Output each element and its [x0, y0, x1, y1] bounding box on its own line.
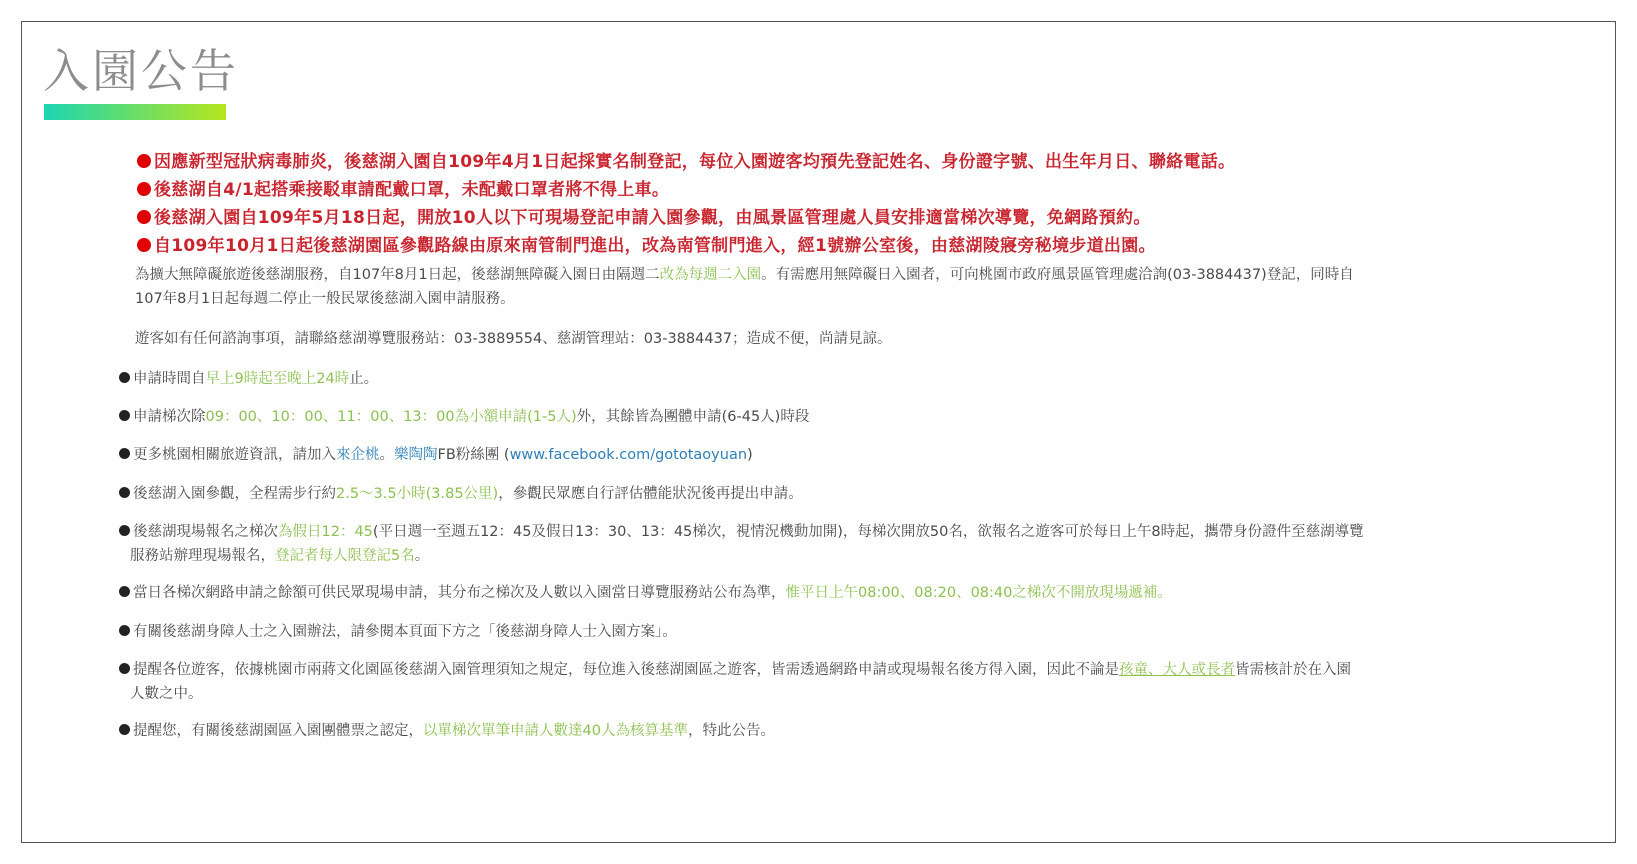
highlight-text: 09：00、10：00、11：00、13：00為小額申請(1-5人) — [205, 409, 577, 425]
highlight-text: 為假日12：45 — [278, 524, 373, 540]
bullet-text: 服務站辦理現場報名， — [130, 548, 275, 564]
bullet-text: 皆需核計於在入園 — [1235, 662, 1351, 678]
bullet-remaining-quota — [119, 581, 1599, 605]
children-adults-elders-link[interactable]: 孩童、大人或長者 — [1119, 662, 1235, 678]
bullet-application-hours — [119, 367, 1599, 391]
contact-paragraph: 遊客如有任何諮詢事項，請聯絡慈湖導覽服務站：03-3889554、慈湖管理站：03-3884437；造成不便，尚請見諒。 — [135, 331, 892, 347]
bullet-session-times — [119, 405, 1599, 429]
bullet-text: 人數之中。 — [130, 686, 203, 702]
bullet-text: 後慈湖入園參觀，全程需步行約 — [133, 486, 336, 502]
bullet-text: 提醒各位遊客，依據桃園市兩蔣文化園區後慈湖入園管理須知之規定，每位進入後慈湖園區之遊客，皆需透過網路申請或現場報名後方得入園，因此不論是 — [133, 662, 1119, 678]
highlight-text: 改為每週二入園 — [659, 267, 762, 283]
bullet-dot-icon — [119, 410, 130, 421]
paragraph-text: 為擴大無障礙旅遊後慈湖服務，自107年8月1日起，後慈湖無障礙入園日由隔週二 — [135, 267, 660, 283]
bullet-onsite-registration — [119, 520, 1599, 568]
red-bullet-icon — [137, 182, 151, 196]
bullet-dot-icon — [119, 448, 130, 459]
bullet-text: FB粉絲團 ( — [437, 447, 510, 463]
bullet-walking-distance — [119, 482, 1599, 506]
red-notice — [137, 176, 1597, 204]
red-notice-text: 因應新型冠狀病毒肺炎，後慈湖入園自109年4月1日起採實名制登記，每位入園遊客均預先登記姓名、身份證字號、出生年月日、聯絡電話。 — [154, 152, 1236, 172]
bullet-text: 提醒您，有關後慈湖園區入園團體票之認定， — [133, 723, 423, 739]
bullet-text: 。 — [379, 447, 394, 463]
red-notice — [137, 148, 1597, 176]
bullet-text: 更多桃園相關旅遊資訊，請加入 — [133, 447, 336, 463]
paragraph-text: 。有需應用無障礙日入園者，可向桃園市政府風景區管理處洽詢(03-3884437)登記，同時自 — [761, 267, 1354, 283]
bullet-dot-icon — [119, 586, 130, 597]
bullet-text: 外，其餘皆為團體申請(6-45人)時段 — [576, 409, 810, 425]
red-notice-text: 後慈湖自4/1起搭乘接駁車請配戴口罩，未配戴口罩者將不得上車。 — [154, 180, 670, 200]
accessibility-paragraph — [135, 263, 1615, 311]
red-bullet-icon — [137, 210, 151, 224]
bullet-text: ，特此公告。 — [687, 723, 775, 739]
bullet-text: 。 — [414, 548, 430, 564]
red-notices — [137, 148, 1597, 260]
bullet-disabled-access — [119, 620, 1599, 644]
bullet-dot-icon — [119, 525, 130, 536]
red-bullet-icon — [137, 238, 151, 252]
bullet-text: 當日各梯次網路申請之餘額可供民眾現場申請，其分布之梯次及人數以入園當日導覽服務站公布為準， — [133, 585, 786, 601]
red-notice-text: 自109年10月1日起後慈湖園區參觀路線由原來南管制門進出，改為南管制門進入，經1號辦公室後，由慈湖陵寢旁秘境步道出園。 — [154, 236, 1156, 256]
facebook-link[interactable]: www.facebook.com/gototaoyuan — [509, 447, 748, 463]
highlight-text: 惟平日上午08:00、08:20、08:40之梯次不開放現場遞補 — [785, 585, 1158, 601]
red-notice — [137, 232, 1597, 260]
highlight-text: 。 — [1157, 585, 1172, 601]
bullet-text: (平日週一至週五12：45及假日13：30、13：45梯次，視情況機動加開)，每梯次開放50名，欲報名之遊客可於每日上午8時起，攜帶身份證件至慈湖導覽 — [372, 524, 1364, 540]
highlight-text: 以單梯次單筆申請人數達40人為核算基準 — [423, 723, 688, 739]
bullet-text: ) — [747, 447, 753, 463]
letaotao-link[interactable]: 樂陶陶 — [394, 447, 438, 463]
bullet-dot-icon — [119, 663, 130, 674]
bullet-dot-icon — [119, 625, 130, 636]
bullet-text: 申請梯次除 — [133, 409, 206, 425]
highlight-text: 早上9時起至晚上24時 — [205, 371, 350, 387]
laiqitao-link[interactable]: 來企桃 — [336, 447, 380, 463]
bullet-entry-rules — [119, 658, 1599, 706]
red-notice — [137, 204, 1597, 232]
red-notice-text: 後慈湖入園自109年5月18日起，開放10人以下可現場登記申請入園參觀，由風景區管理處人員安排適當梯次導覽，免網路預約。 — [154, 208, 1151, 228]
bullet-group-ticket — [119, 719, 1599, 743]
bullet-dot-icon — [119, 724, 130, 735]
red-bullet-icon — [137, 154, 151, 168]
highlight-text: 登記者每人限登記5名 — [275, 548, 415, 564]
page-title: 入園公告 — [43, 44, 239, 98]
bullet-dot-icon — [119, 487, 130, 498]
bullet-text: 後慈湖現場報名之梯次 — [133, 524, 278, 540]
bullet-text: 有關後慈湖身障人士之入園辦法，請參閱本頁面下方之「後慈湖身障人士入園方案」。 — [133, 624, 677, 640]
title-underline-bar — [44, 104, 226, 120]
bullet-text: ，參觀民眾應自行評估體能狀況後再提出申請。 — [498, 486, 803, 502]
bullet-dot-icon — [119, 372, 130, 383]
paragraph-text: 107年8月1日起每週二停止一般民眾後慈湖入園申請服務。 — [135, 291, 515, 307]
bullet-text: 止。 — [349, 371, 379, 387]
bullet-text: 申請時間自 — [133, 371, 206, 387]
highlight-text: 2.5～3.5小時(3.85公里) — [336, 486, 499, 502]
bullet-travel-info — [119, 443, 1599, 467]
